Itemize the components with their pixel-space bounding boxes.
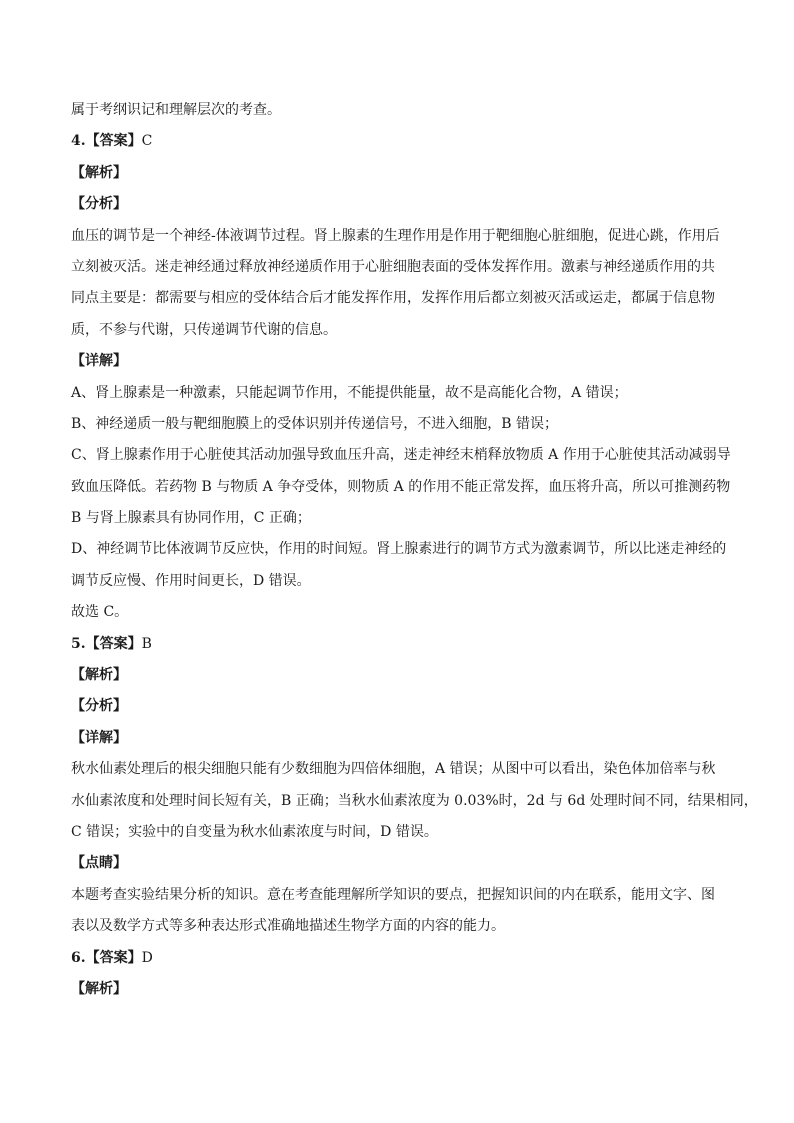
- text-line: 立刻被灭活。迷走神经通过释放神经递质作用于心脏细胞表面的受体发挥作用。激素与神经递质作用的共: [71, 258, 715, 275]
- question-number: 4.: [71, 133, 86, 150]
- answer-line: [71, 129, 721, 153]
- section-heading: 【详解】: [71, 353, 127, 370]
- paragraph: [71, 224, 721, 342]
- section-heading: 【解析】: [71, 164, 127, 181]
- text-line: 质，不参与代谢，只传递调节代谢的信息。: [71, 321, 337, 338]
- paragraph: [71, 883, 721, 938]
- document-page: [71, 98, 758, 1008]
- section-heading: 【点睛】: [71, 855, 127, 872]
- text-line: 血压的调节是一个神经-体液调节过程。肾上腺素的生理作用是作用于靶细胞心脏细胞，促进心跳，作用后: [71, 227, 720, 244]
- answer-line: [71, 632, 721, 656]
- text-line: 本题考查实验结果分析的知识。意在考查能理解所学知识的要点，把握知识间的内在联系，能用文字、图: [71, 886, 715, 903]
- text-line: 致血压降低。若药物 B 与物质 A 争夺受体，则物质 A 的作用不能正常发挥，血压将升高，所以可推测药物: [71, 478, 731, 495]
- text-line: 故选 C。: [71, 604, 129, 621]
- text-line: 表以及数学方式等多种表达形式准确地描述生物学方面的内容的能力。: [71, 918, 505, 935]
- text-line: D、神经调节比体液调节反应快，作用的时间短。肾上腺素进行的调节方式为激素调节，所以比迷走神经的: [71, 541, 727, 558]
- text-line: 调节反应慢、作用时间更长，D 错误。: [71, 572, 311, 589]
- paragraph: [71, 537, 727, 592]
- text-line: 同点主要是：都需要与相应的受体结合后才能发挥作用，发挥作用后都立刻被灭活或运走，都属于信息物: [71, 290, 715, 307]
- answer-tag: 【答案】: [85, 635, 142, 652]
- paragraph: [71, 381, 721, 405]
- answer-line: [71, 946, 721, 970]
- text-line: B、神经递质一般与靶细胞膜上的受体识别并传递信号，不进入细胞，B 错误；: [71, 415, 559, 432]
- text-line: C 错误；实验中的自变量为秋水仙素浓度与时间，D 错误。: [71, 823, 438, 840]
- section-heading: 【详解】: [71, 729, 127, 746]
- question-number: 5.: [71, 635, 86, 652]
- answer-value: B: [141, 635, 152, 652]
- text-line: B 与肾上腺素具有协同作用，C 正确；: [71, 510, 311, 527]
- paragraph: [71, 98, 721, 122]
- answer-tag: 【答案】: [85, 133, 142, 150]
- answer-value: C: [141, 133, 153, 150]
- text-line: A、肾上腺素是一种激素，只能起调节作用，不能提供能量，故不是高能化合物，A 错误；: [71, 384, 628, 401]
- text-line: 秋水仙素处理后的根尖细胞只能有少数细胞为四倍体细胞，A 错误；从图中可以看出，染色体加倍率与秋: [71, 761, 716, 778]
- section-heading: 【分析】: [71, 698, 127, 715]
- answer-tag: 【答案】: [85, 949, 142, 966]
- section-heading: 【分析】: [71, 196, 127, 213]
- text-line: C、肾上腺素作用于心脏使其活动加强导致血压升高，迷走神经末梢释放物质 A 作用于心脏使其活动减弱导: [71, 447, 731, 464]
- question-number: 6.: [71, 949, 86, 966]
- paragraph: [71, 600, 721, 624]
- text-line: 水仙素浓度和处理时间长短有关，B 正确；当秋水仙素浓度为 0.03%时，2d 与 6d 处理时间不同，结果相同，: [71, 792, 758, 809]
- text-line: 属于考纲识记和理解层次的考查。: [71, 102, 281, 118]
- answer-value: D: [141, 949, 153, 966]
- paragraph: [71, 443, 731, 530]
- paragraph: [71, 757, 758, 844]
- section-heading: 【解析】: [71, 980, 127, 997]
- section-heading: 【解析】: [71, 667, 127, 684]
- paragraph: [71, 412, 721, 436]
